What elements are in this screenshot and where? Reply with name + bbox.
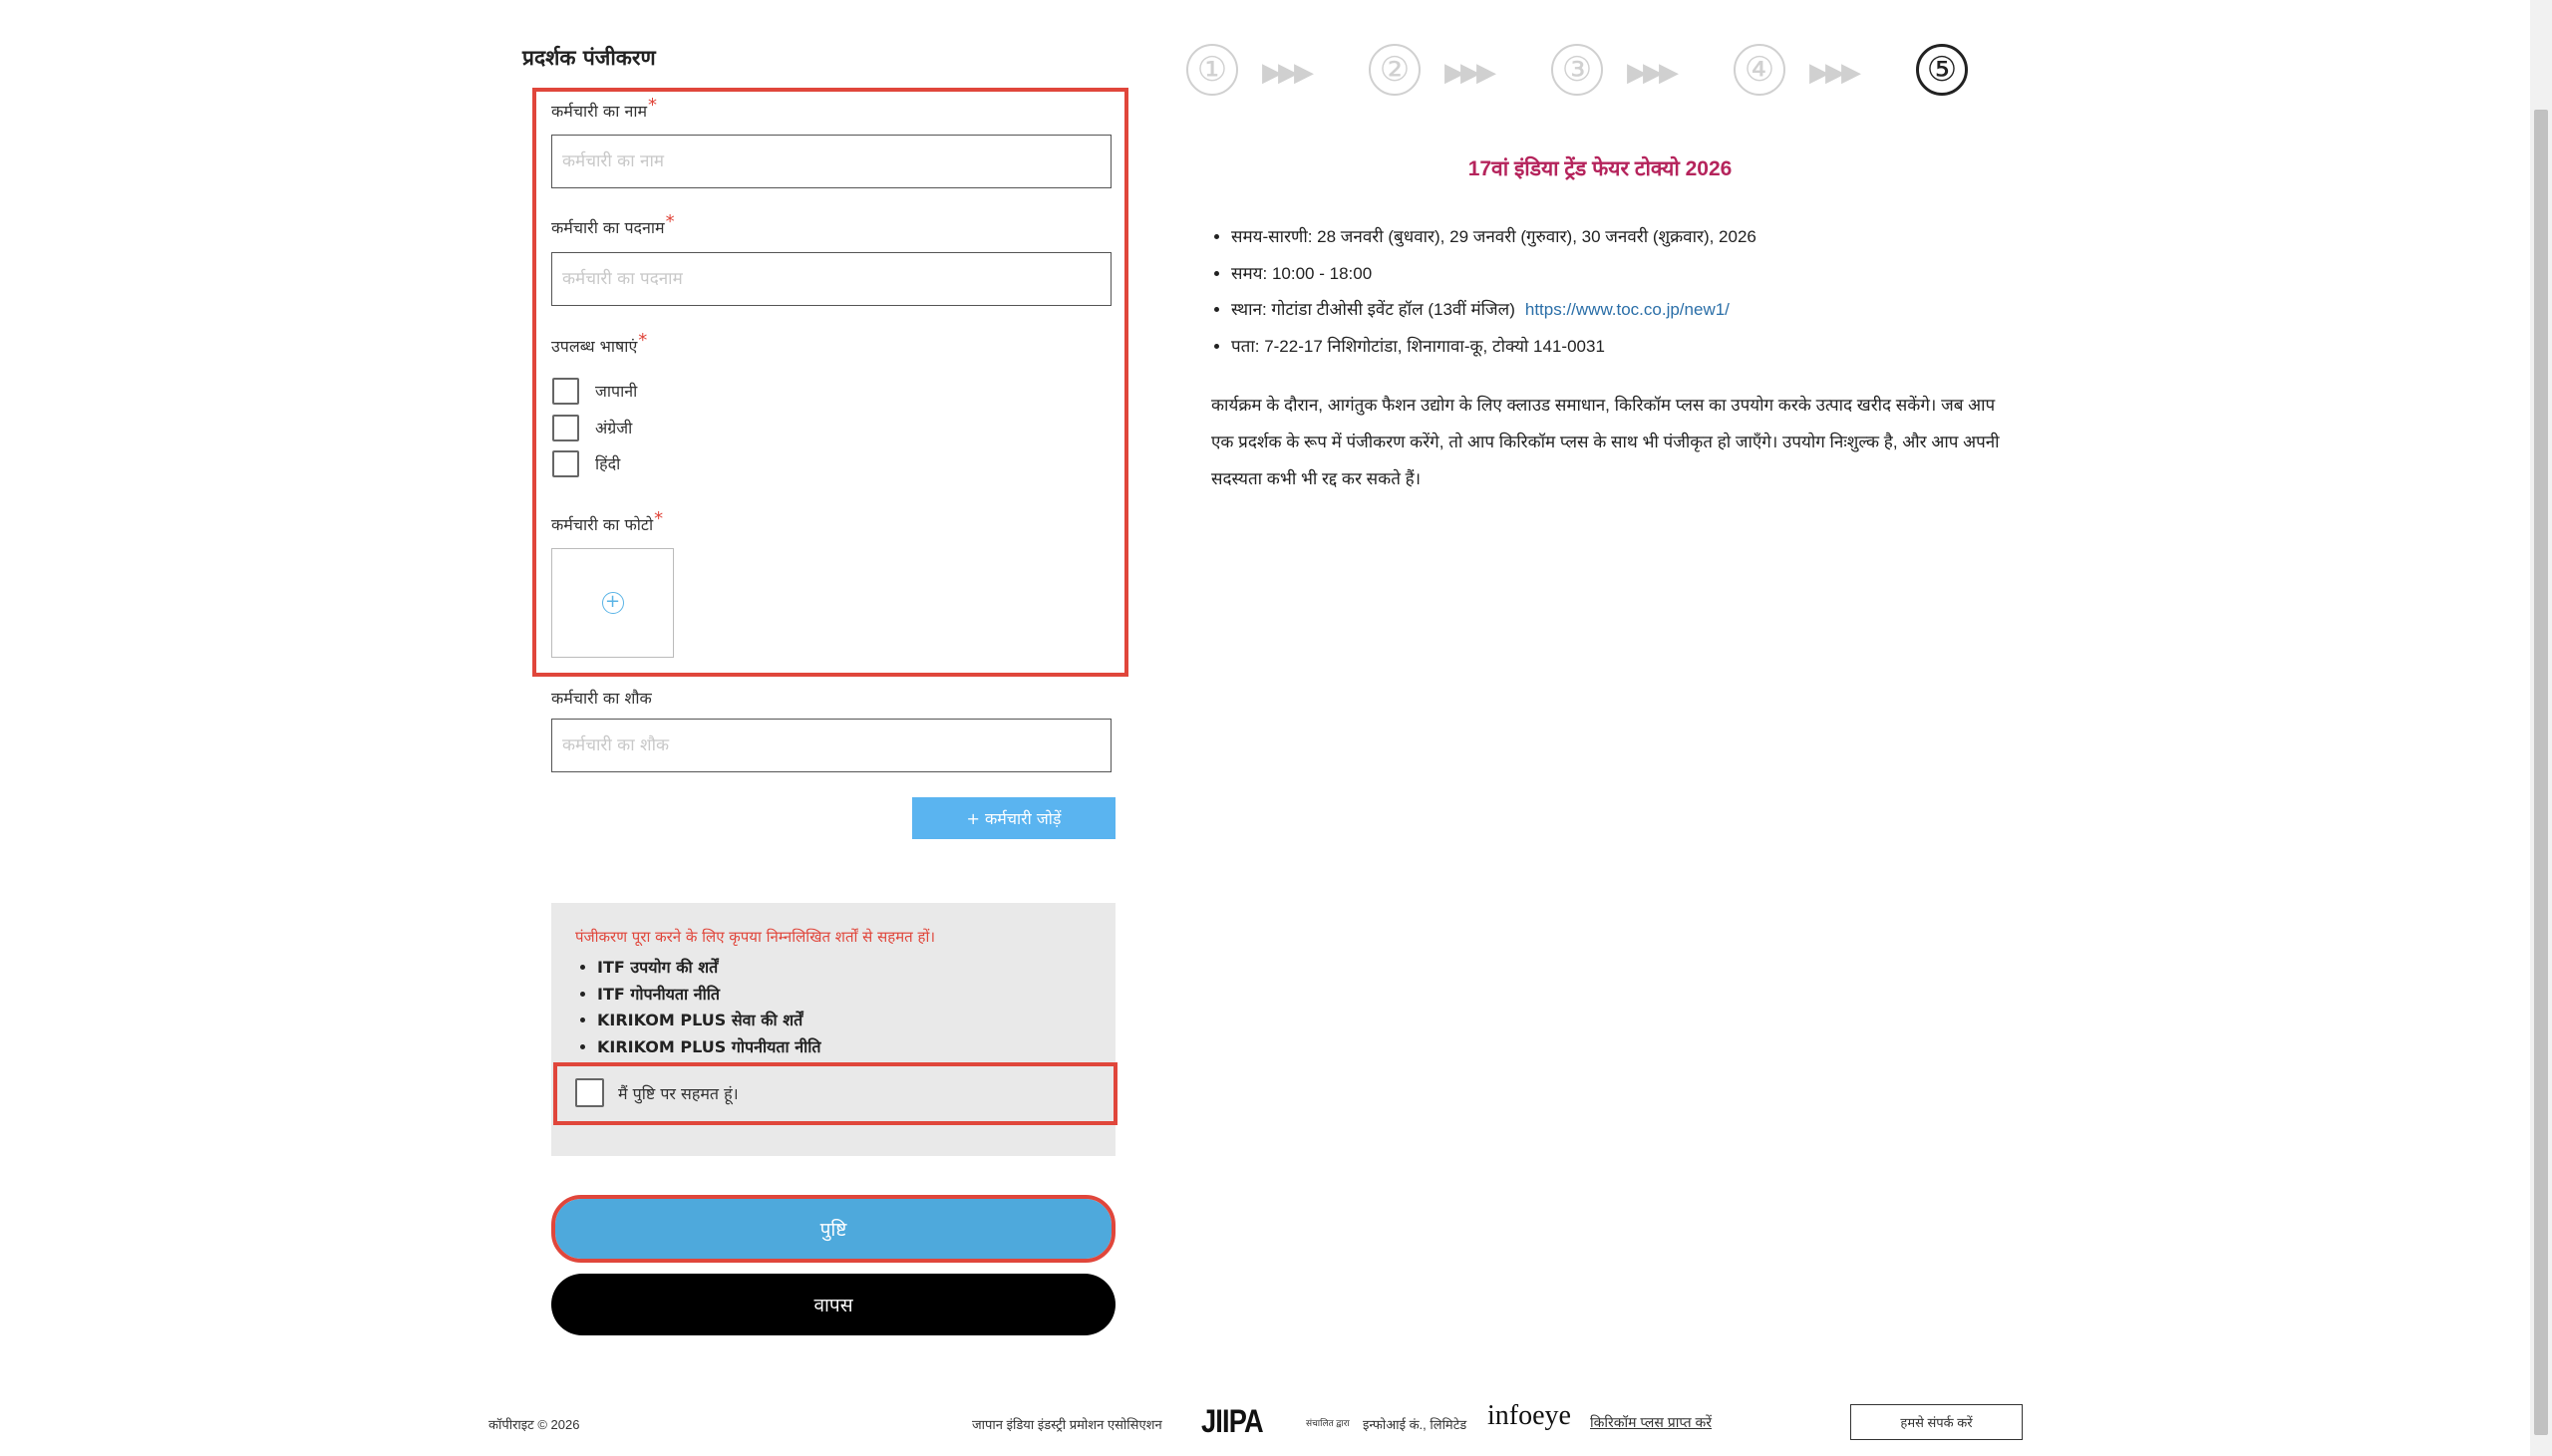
infoeye-logo: infoeye (1487, 1400, 1571, 1431)
event-time: • समय: 10:00 - 18:00 (1231, 260, 1756, 297)
event-schedule: • समय-सारणी: 28 जनवरी (बुधवार), 29 जनवरी (गुरुवार), 30 जनवरी (शुक्रवार), 2026 (1231, 223, 1756, 260)
hindi-label: हिंदी (595, 454, 621, 473)
employee-designation-input[interactable] (551, 252, 1112, 306)
event-title: 17वां इंडिया ट्रेंड फेयर टोक्यो 2026 (1467, 157, 1733, 180)
employee-designation-label: कर्मचारी का पदनाम* (551, 211, 675, 237)
event-address: • पता: 7-22-17 निशिगोटांडा, शिनागावा-कू, टोक्यो 141-0031 (1231, 333, 1756, 370)
terms-notice: पंजीकरण पूरा करने के लिए कृपया निम्नलिखित शर्तों से सहमत हों। (575, 928, 936, 946)
japanese-label: जापानी (595, 382, 638, 401)
language-option-english[interactable] (552, 414, 632, 441)
plus-circle-icon[interactable]: + (602, 592, 624, 614)
step-4-indicator: ④ (1734, 44, 1785, 96)
step-arrows-1: ▶▶▶ (1262, 58, 1310, 88)
contact-us-button[interactable]: हमसे संपर्क करें (1850, 1404, 2023, 1440)
footer-organizer: जापान इंडिया इंडस्ट्री प्रमोशन एसोसिएशन (972, 1417, 1162, 1432)
footer-copyright: कॉपीराइट © 2026 (488, 1417, 580, 1432)
venue-link[interactable]: https://www.toc.co.jp/new1/ (1524, 300, 1730, 319)
terms-link-itf-privacy[interactable]: • ITF गोपनीयता नीति (597, 982, 821, 1009)
back-button[interactable]: वापस (551, 1274, 1116, 1335)
terms-list (575, 955, 821, 1060)
step-5-indicator-active: ⑤ (1916, 44, 1968, 96)
english-label: अंग्रेजी (595, 419, 633, 437)
japanese-checkbox[interactable] (552, 378, 579, 405)
step-1-indicator: ① (1186, 44, 1238, 96)
employee-photo-label: कर्मचारी का फोटो* (551, 508, 664, 534)
employee-hobby-label: कर्मचारी का शौक (551, 689, 652, 708)
event-venue: • स्थान: गोटांडा टीओसी इवेंट हॉल (13वीं मंजिल) https://www.toc.co.jp/new1/ (1231, 296, 1756, 333)
employee-name-label: कर्मचारी का नाम* (551, 95, 658, 121)
step-arrows-2: ▶▶▶ (1444, 58, 1492, 88)
languages-label: उपलब्ध भाषाएं* (551, 330, 648, 356)
employee-hobby-input[interactable] (551, 719, 1112, 772)
event-description: कार्यक्रम के दौरान, आगंतुक फैशन उद्योग के लिए क्लाउड समाधान, किरिकॉम प्लस का उपयोग करके उत्पाद खरीद सकेंगे। जब आप एक प्रदर्शक के रूप में पंजीकरण करेंगे, तो आप किरिकॉम प्लस के साथ भी पंजीकृत हो जाएँगे। उपयोग निःशुल्क है, और आप अपनी सदस्यता कभी भी रद्द कर सकते हैं। (1211, 396, 2000, 488)
scrollbar-thumb[interactable] (2534, 110, 2548, 1435)
confirm-button[interactable]: पुष्टि (555, 1199, 1112, 1259)
step-arrows-4: ▶▶▶ (1809, 58, 1857, 88)
step-arrows-3: ▶▶▶ (1627, 58, 1675, 88)
agree-checkbox[interactable] (575, 1078, 604, 1107)
language-option-hindi[interactable] (552, 449, 620, 477)
step-2-indicator: ② (1369, 44, 1421, 96)
photo-upload-box[interactable] (551, 548, 674, 658)
footer-operated-by: संचालित द्वारा (1306, 1418, 1350, 1428)
jiipa-logo: JIIPA (1201, 1403, 1263, 1439)
add-employee-button[interactable]: + कर्मचारी जोड़ें (912, 797, 1116, 839)
agree-row[interactable] (575, 1078, 739, 1107)
terms-link-itf-usage[interactable]: • ITF उपयोग की शर्तें (597, 955, 821, 982)
terms-link-kirikom-privacy[interactable]: • KIRIKOM PLUS गोपनीयता नीति (597, 1034, 821, 1061)
footer-company: इन्फोआई कं., लिमिटेड (1363, 1417, 1467, 1432)
kirikom-plus-link[interactable]: किरिकॉम प्लस प्राप्त करें (1590, 1414, 1713, 1430)
language-option-japanese[interactable] (552, 377, 637, 405)
english-checkbox[interactable] (552, 415, 579, 441)
page-title: प्रदर्शक पंजीकरण (522, 46, 656, 70)
agree-label: मैं पुष्टि पर सहमत हूं। (618, 1083, 739, 1103)
terms-link-kirikom-service[interactable]: • KIRIKOM PLUS सेवा की शर्तें (597, 1008, 821, 1034)
step-3-indicator: ③ (1551, 44, 1603, 96)
hindi-checkbox[interactable] (552, 450, 579, 477)
event-details-list (1211, 223, 1756, 369)
